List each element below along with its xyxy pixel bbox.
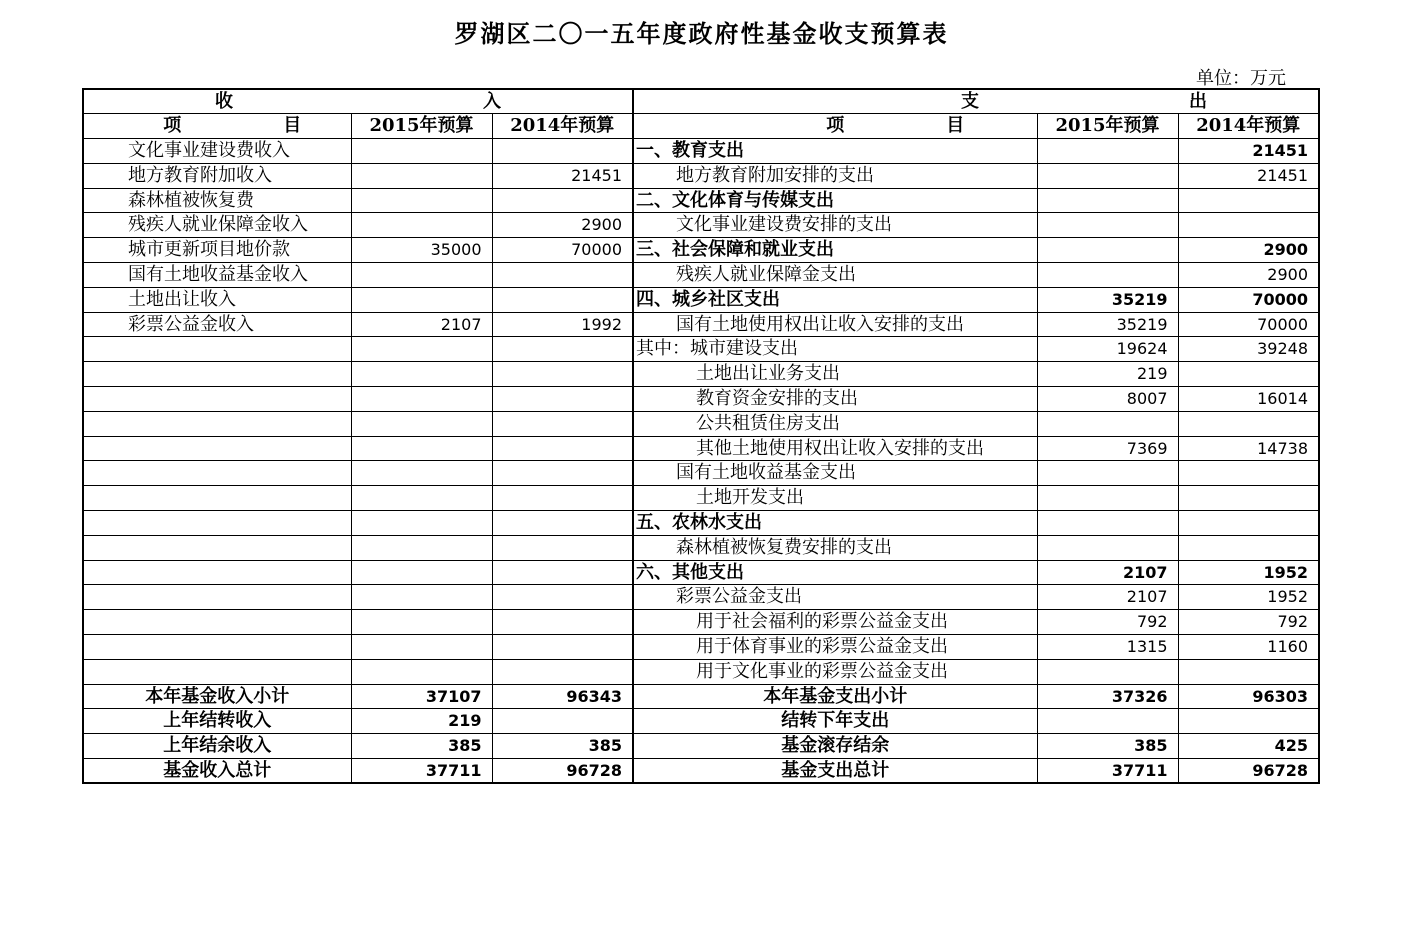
table-row (83, 511, 1319, 536)
expense-summary-2014: 96728 (1178, 759, 1319, 784)
expense-2015-value: 2107 (1037, 560, 1178, 585)
income-2014-value: 70000 (492, 238, 633, 263)
table-row (83, 560, 1319, 585)
table-row (83, 486, 1319, 511)
table-row (83, 635, 1319, 660)
income-item-label (83, 436, 351, 461)
column-header-row (83, 114, 1319, 139)
expense-2014-value: 16014 (1178, 387, 1319, 412)
expense-item-label: 二、文化体育与传媒支出 (633, 188, 1037, 213)
table-row (83, 213, 1319, 238)
expense-2014-value (1178, 362, 1319, 387)
expense-section-header (633, 89, 1319, 114)
expense-2014-value (1178, 535, 1319, 560)
income-item-label (83, 635, 351, 660)
expense-2015-value: 19624 (1037, 337, 1178, 362)
summary-row (83, 759, 1319, 784)
expense-2015-value: 792 (1037, 610, 1178, 635)
expense-summary-2015: 37711 (1037, 759, 1178, 784)
expense-item-label: 地方教育附加安排的支出 (633, 163, 1037, 188)
expense-2014-value: 21451 (1178, 139, 1319, 164)
expense-2014-value: 39248 (1178, 337, 1319, 362)
expense-2015-value: 219 (1037, 362, 1178, 387)
income-2014-value (492, 436, 633, 461)
expense-2014-value (1178, 411, 1319, 436)
expense-item-label: 用于体育事业的彩票公益金支出 (633, 635, 1037, 660)
income-2014-value (492, 659, 633, 684)
expense-summary-label: 基金支出总计 (633, 759, 1037, 784)
summary-row (83, 734, 1319, 759)
income-item-label (83, 387, 351, 412)
expense-summary-2015 (1037, 709, 1178, 734)
expense-2015-value (1037, 535, 1178, 560)
income-2014-value (492, 585, 633, 610)
table-row (83, 312, 1319, 337)
expense-item-label: 教育资金安排的支出 (633, 387, 1037, 412)
table-row (83, 188, 1319, 213)
income-item-label: 文化事业建设费收入 (83, 139, 351, 164)
expense-item-label: 其中：城市建设支出 (633, 337, 1037, 362)
income-2015-value (351, 188, 492, 213)
table-row (83, 659, 1319, 684)
income-item-label (83, 535, 351, 560)
income-item-char-2: 目 (283, 115, 302, 137)
income-2014-value (492, 287, 633, 312)
income-item-label: 地方教育附加收入 (83, 163, 351, 188)
expense-2015-value: 7369 (1037, 436, 1178, 461)
income-summary-label: 基金收入总计 (83, 759, 351, 784)
expense-2015-value (1037, 461, 1178, 486)
expense-2014-value: 1952 (1178, 585, 1319, 610)
income-2014-value (492, 411, 633, 436)
income-2015-value (351, 461, 492, 486)
income-2014-value (492, 560, 633, 585)
income-2015-value (351, 486, 492, 511)
expense-2015-value (1037, 213, 1178, 238)
expense-item-label: 彩票公益金支出 (633, 585, 1037, 610)
expense-header-char-2: 出 (1189, 90, 1207, 112)
income-item-label (83, 511, 351, 536)
income-summary-label: 上年结余收入 (83, 734, 351, 759)
expense-summary-label: 结转下年支出 (633, 709, 1037, 734)
table-row (83, 387, 1319, 412)
income-2015-value (351, 659, 492, 684)
income-item-label: 残疾人就业保障金收入 (83, 213, 351, 238)
section-header-row (83, 89, 1319, 114)
expense-2014-value: 792 (1178, 610, 1319, 635)
income-2014-value (492, 635, 633, 660)
income-section-header (83, 89, 633, 114)
income-item-label: 城市更新项目地价款 (83, 238, 351, 263)
table-row (83, 362, 1319, 387)
income-2015-value (351, 511, 492, 536)
table-row (83, 287, 1319, 312)
income-2014-value (492, 511, 633, 536)
income-2015-value (351, 436, 492, 461)
income-2014-value (492, 610, 633, 635)
income-item-label (83, 461, 351, 486)
table-row (83, 337, 1319, 362)
income-2015-value (351, 362, 492, 387)
expense-item-label: 土地开发支出 (633, 486, 1037, 511)
income-2015-value (351, 163, 492, 188)
income-2015-value (351, 263, 492, 288)
table-row (83, 585, 1319, 610)
income-item-label: 土地出让收入 (83, 287, 351, 312)
expense-item-char-1: 项 (826, 115, 845, 137)
expense-2015-value (1037, 238, 1178, 263)
expense-item-label: 国有土地收益基金支出 (633, 461, 1037, 486)
income-2015-value (351, 337, 492, 362)
income-2015-value (351, 139, 492, 164)
expense-item-label: 四、城乡社区支出 (633, 287, 1037, 312)
table-row (83, 411, 1319, 436)
expense-item-label: 用于社会福利的彩票公益金支出 (633, 610, 1037, 635)
expense-2015-value (1037, 139, 1178, 164)
expense-2015-value: 8007 (1037, 387, 1178, 412)
table-row (83, 461, 1319, 486)
page-title: 罗湖区二〇一五年度政府性基金收支预算表 (454, 19, 949, 48)
table-row (83, 238, 1319, 263)
expense-summary-label: 基金滚存结余 (633, 734, 1037, 759)
income-2014-value: 1992 (492, 312, 633, 337)
expense-header-char-1: 支 (961, 90, 979, 112)
income-2014-value: 2900 (492, 213, 633, 238)
expense-summary-2014: 425 (1178, 734, 1319, 759)
income-2015-value (351, 635, 492, 660)
income-item-header (83, 114, 351, 139)
expense-item-label: 五、农林水支出 (633, 511, 1037, 536)
expense-summary-2014: 96303 (1178, 684, 1319, 709)
income-item-char-1: 项 (163, 115, 182, 137)
table-row (83, 263, 1319, 288)
income-item-label (83, 337, 351, 362)
income-2014-header: 2014年预算 (492, 114, 633, 139)
income-2015-header: 2015年预算 (351, 114, 492, 139)
income-item-label: 国有土地收益基金收入 (83, 263, 351, 288)
expense-2014-value (1178, 188, 1319, 213)
income-summary-2014: 96728 (492, 759, 633, 784)
expense-item-label: 用于文化事业的彩票公益金支出 (633, 659, 1037, 684)
income-item-label (83, 411, 351, 436)
expense-2015-header: 2015年预算 (1037, 114, 1178, 139)
income-item-label (83, 585, 351, 610)
expense-2015-value (1037, 411, 1178, 436)
income-2014-value (492, 139, 633, 164)
income-summary-2015: 219 (351, 709, 492, 734)
income-2015-value (351, 387, 492, 412)
income-2014-value (492, 461, 633, 486)
income-2015-value (351, 560, 492, 585)
income-2014-value (492, 486, 633, 511)
income-2015-value: 2107 (351, 312, 492, 337)
income-2015-value (351, 585, 492, 610)
expense-2014-value (1178, 213, 1319, 238)
expense-summary-2015: 37326 (1037, 684, 1178, 709)
expense-2015-value (1037, 163, 1178, 188)
expense-2015-value (1037, 263, 1178, 288)
expense-2014-value: 21451 (1178, 163, 1319, 188)
income-summary-label: 上年结转收入 (83, 709, 351, 734)
income-2015-value: 35000 (351, 238, 492, 263)
expense-item-label: 公共租赁住房支出 (633, 411, 1037, 436)
income-2014-value: 21451 (492, 163, 633, 188)
expense-summary-label: 本年基金支出小计 (633, 684, 1037, 709)
income-2015-value (351, 610, 492, 635)
income-2014-value (492, 387, 633, 412)
income-2014-value (492, 362, 633, 387)
income-item-label (83, 560, 351, 585)
table-row (83, 139, 1319, 164)
expense-item-label: 其他土地使用权出让收入安排的支出 (633, 436, 1037, 461)
expense-item-label: 六、其他支出 (633, 560, 1037, 585)
expense-2015-value: 1315 (1037, 635, 1178, 660)
expense-2014-value: 1160 (1178, 635, 1319, 660)
expense-2015-value (1037, 188, 1178, 213)
expense-summary-2014 (1178, 709, 1319, 734)
table-row (83, 610, 1319, 635)
expense-item-label: 残疾人就业保障金支出 (633, 263, 1037, 288)
expense-item-label: 森林植被恢复费安排的支出 (633, 535, 1037, 560)
summary-row (83, 709, 1319, 734)
income-2014-value (492, 188, 633, 213)
expense-2014-value: 2900 (1178, 263, 1319, 288)
income-2015-value (351, 411, 492, 436)
income-summary-2015: 37107 (351, 684, 492, 709)
income-item-label (83, 659, 351, 684)
expense-2014-value: 1952 (1178, 560, 1319, 585)
income-2015-value (351, 213, 492, 238)
income-item-label (83, 362, 351, 387)
income-item-label (83, 610, 351, 635)
expense-item-label: 三、社会保障和就业支出 (633, 238, 1037, 263)
income-item-label: 森林植被恢复费 (83, 188, 351, 213)
income-2015-value (351, 287, 492, 312)
income-item-label: 彩票公益金收入 (83, 312, 351, 337)
income-summary-2014: 96343 (492, 684, 633, 709)
expense-item-header (633, 114, 1037, 139)
expense-2014-value: 70000 (1178, 312, 1319, 337)
expense-2014-value (1178, 486, 1319, 511)
expense-2014-value (1178, 511, 1319, 536)
income-header-char-2: 入 (483, 90, 501, 112)
income-2014-value (492, 337, 633, 362)
income-summary-2015: 385 (351, 734, 492, 759)
table-row (83, 163, 1319, 188)
summary-row (83, 684, 1319, 709)
table-row (83, 436, 1319, 461)
income-header-char-1: 收 (215, 90, 233, 112)
expense-summary-2015: 385 (1037, 734, 1178, 759)
income-2014-value (492, 535, 633, 560)
expense-item-label: 文化事业建设费安排的支出 (633, 213, 1037, 238)
budget-table (82, 88, 1320, 784)
expense-2014-value: 14738 (1178, 436, 1319, 461)
expense-item-label: 一、教育支出 (633, 139, 1037, 164)
expense-2015-value: 35219 (1037, 287, 1178, 312)
expense-2015-value: 35219 (1037, 312, 1178, 337)
expense-2015-value (1037, 659, 1178, 684)
income-item-label (83, 486, 351, 511)
income-summary-2014 (492, 709, 633, 734)
expense-2015-value (1037, 486, 1178, 511)
income-2015-value (351, 535, 492, 560)
expense-item-label: 土地出让业务支出 (633, 362, 1037, 387)
unit-label: 单位：万元 (1196, 68, 1286, 89)
income-summary-2015: 37711 (351, 759, 492, 784)
expense-2014-value: 2900 (1178, 238, 1319, 263)
expense-2015-value: 2107 (1037, 585, 1178, 610)
expense-2014-value (1178, 659, 1319, 684)
income-2014-value (492, 263, 633, 288)
expense-item-label: 国有土地使用权出让收入安排的支出 (633, 312, 1037, 337)
income-summary-label: 本年基金收入小计 (83, 684, 351, 709)
table-row (83, 535, 1319, 560)
expense-item-char-2: 目 (946, 115, 965, 137)
expense-2014-header: 2014年预算 (1178, 114, 1319, 139)
income-summary-2014: 385 (492, 734, 633, 759)
expense-2015-value (1037, 511, 1178, 536)
expense-2014-value: 70000 (1178, 287, 1319, 312)
expense-2014-value (1178, 461, 1319, 486)
